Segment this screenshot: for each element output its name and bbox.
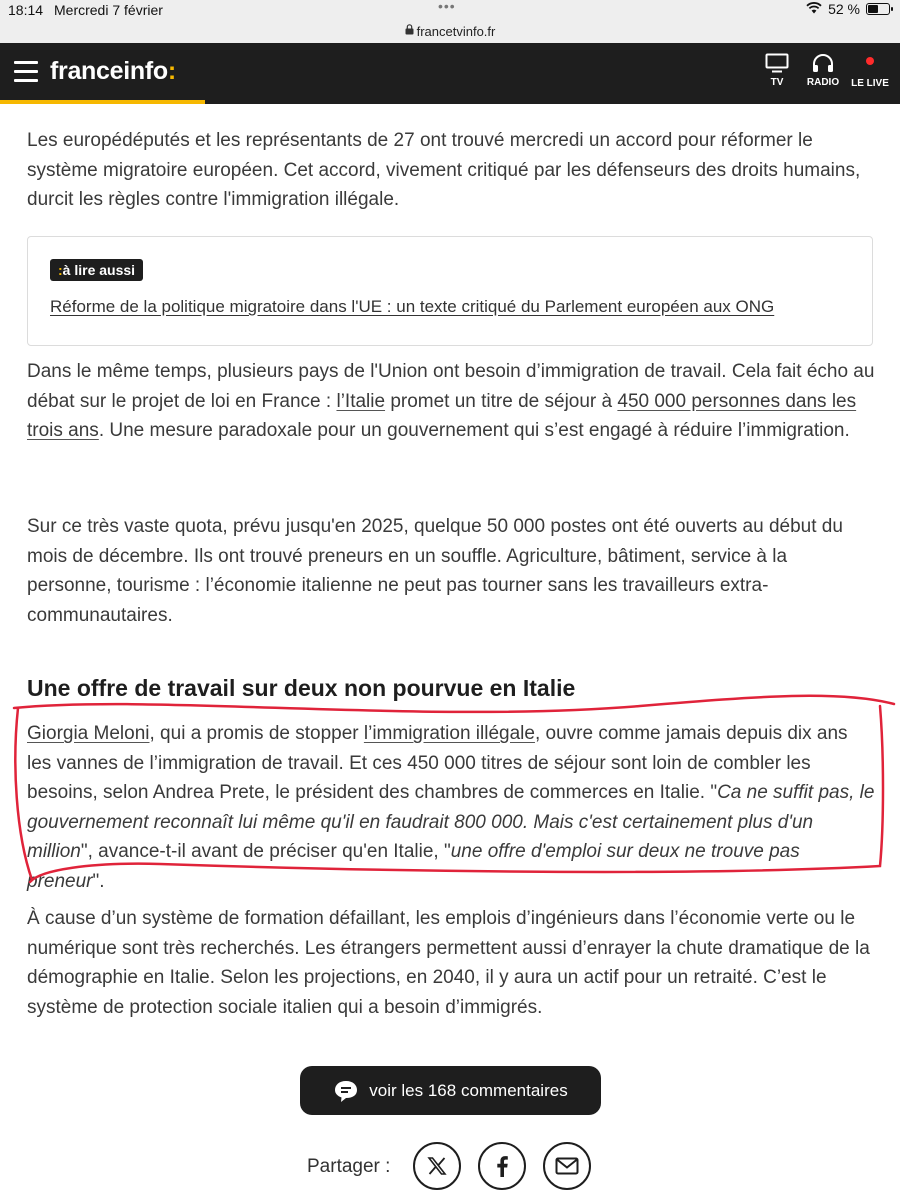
section-indicator xyxy=(0,100,205,104)
read-also-card[interactable] xyxy=(27,236,873,346)
paragraph-4: Giorgia Meloni, qui a promis de stopper l’immigration illégale, ouvre comme jamais depuis dix ans les vannes de l’immigration de travail. Et ces 450 000 titres de séjour sont loin de combler les besoins, selon Andrea Prete, le président des chambres de commerces en Italie. "Ca ne suffit pas, le gouvernement reconnaît lui même qu'il en faudrait 800 000. Mais c'est certainement plus d'un million", avance-t-il avant de préciser qu'en Italie, "une offre d'emploi sur deux ne trouve pas preneur". xyxy=(27,723,875,892)
battery-icon xyxy=(866,3,890,15)
x-share-button[interactable] xyxy=(413,1142,461,1190)
share-label: Partager : xyxy=(307,1156,391,1177)
live-dot-icon xyxy=(866,57,874,65)
quota-link[interactable]: 450 000 personnes dans les trois ans xyxy=(27,390,857,441)
read-also-link[interactable]: Réforme de la politique migratoire dans l'UE : un texte critiqué du Parlement européen aux ONG xyxy=(50,297,775,316)
read-also-badge: :à lire aussi xyxy=(50,259,143,281)
intro-paragraph: Les europédéputés et les représentants de 27 ont trouvé mercredi un accord pour réformer le système migratoire européen. Cet accord, vivement critiqué par les défenseurs des droits humains, durcit les règles contre l'immigration illégale. xyxy=(27,130,861,210)
menu-icon[interactable] xyxy=(14,61,38,82)
clock: 18:14 xyxy=(8,2,44,18)
facebook-share-button[interactable] xyxy=(478,1142,526,1190)
envelope-icon xyxy=(555,1157,579,1175)
italie-link[interactable]: l’Italie xyxy=(336,390,386,412)
tv-icon xyxy=(765,53,789,73)
comments-button[interactable] xyxy=(300,1066,601,1115)
status-bar xyxy=(0,0,900,20)
lock-icon xyxy=(405,24,414,35)
immigration-illegale-link[interactable]: l’immigration illégale xyxy=(363,723,535,744)
nav-radio-label: RADIO xyxy=(806,77,840,88)
paragraph-5: À cause d’un système de formation défaillant, les emplois d’ingénieurs dans l’économie verte ou le numérique sont très recherchés. Les étrangers permettent aussi d’enrayer la chute dramatique de la démographie en Italie. Selon les projections, en 2040, il y aura un actif pour un retraité. C’est le système de protection sociale italien qui a besoin d’immigrés. xyxy=(27,908,870,1018)
nav-live[interactable] xyxy=(842,53,898,89)
paragraph-3: Sur ce très vaste quota, prévu jusqu'en 2025, quelque 50 000 postes ont été ouverts au début du mois de décembre. Ils ont trouvé preneurs en un souffle. Agriculture, bâtiment, service à la personne, tourisme : l’économie italienne ne peut pas tourner sans les travailleurs extra-communautaires. xyxy=(27,516,843,626)
x-logo-icon xyxy=(427,1156,447,1176)
nav-tv-label: TV xyxy=(770,77,784,88)
nav-live-label: LE LIVE xyxy=(851,78,889,89)
multitasking-dots[interactable]: ••• xyxy=(438,0,456,14)
email-share-button[interactable] xyxy=(543,1142,591,1190)
battery-percent: 52 % xyxy=(828,1,860,17)
wifi-icon xyxy=(806,1,822,17)
headphones-icon xyxy=(811,53,835,73)
battery-level xyxy=(868,5,878,13)
facebook-icon xyxy=(495,1155,509,1177)
site-header xyxy=(0,43,900,104)
section-heading: Une offre de travail sur deux non pourvue en Italie xyxy=(27,675,576,701)
franceinfo-logo[interactable]: franceinfo: xyxy=(50,57,176,85)
address-bar[interactable] xyxy=(0,20,900,43)
comments-label: voir les 168 commentaires xyxy=(369,1080,568,1100)
paragraph-2: Dans le même temps, plusieurs pays de l'Union ont besoin d’immigration de travail. Cela fait écho au débat sur le projet de loi en France : l’Italie promet un titre de séjour à 450 000 personnes dans les trois ans. Une mesure paradoxale pour un gouvernement qui s’est engagé à réduire l’immigration. xyxy=(27,361,875,441)
comment-bubble-icon xyxy=(333,1079,359,1103)
status-indicators xyxy=(806,1,890,17)
date: Mercredi 7 février xyxy=(54,2,163,18)
url-text: francetvinfo.fr xyxy=(416,24,496,39)
giorgia-meloni-link[interactable]: Giorgia Meloni xyxy=(27,723,150,744)
